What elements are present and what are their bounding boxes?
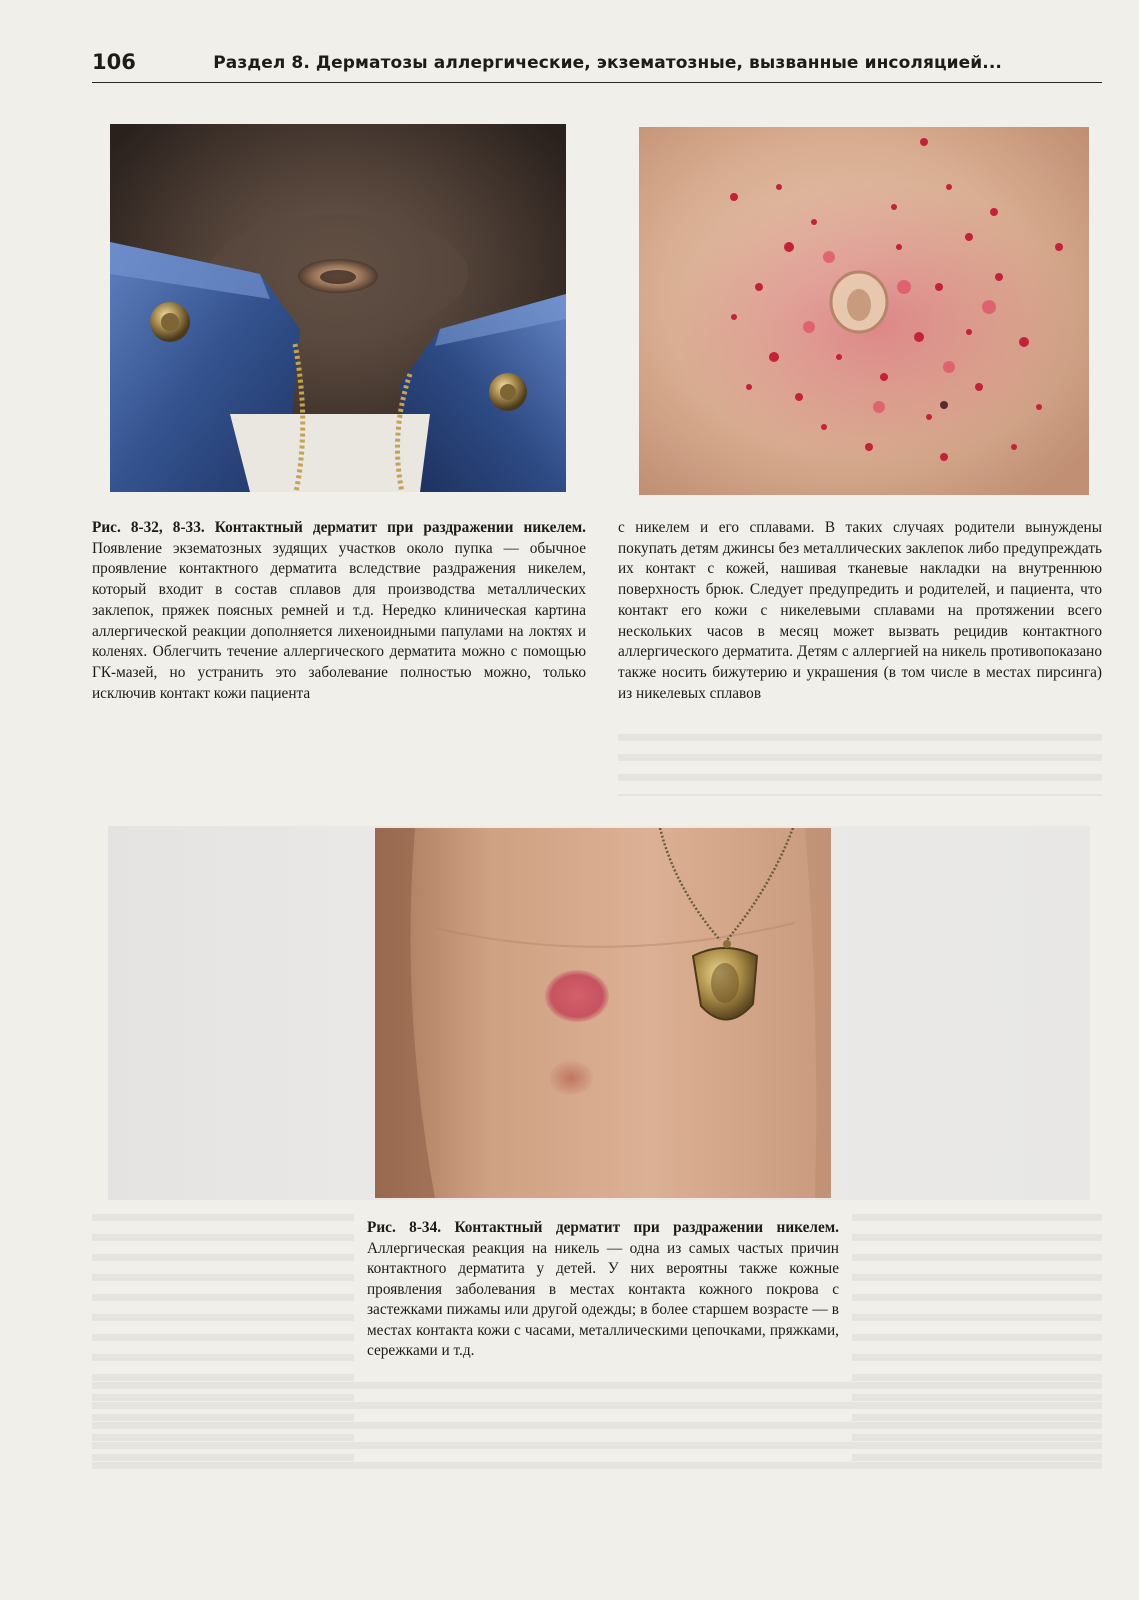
caption-continuation-8-32-33: с никелем и его сплавами. В таких случаях родители вынуждены покупать детям джинсы без металлических заклепок либо предупреждать их контакт с кожей, нашивая тканевые накладки на внутреннюю поверхность брюк. Следует предупредить и родителей, и пациента, что контакт его кожи с никелевыми сплавами на протяжении всего нескольких часов в месяц может вызвать рецидив контактного аллергического дерматита. Детям с аллергией на никель противопоказано также носить бижутерию и украшения (в том числе в местах пирсинга) из никелевых сплавов: [618, 519, 1102, 702]
running-header: [92, 48, 1102, 83]
figure-8-34-photo: [375, 828, 831, 1198]
caption-figure-8-32-33: [92, 518, 586, 704]
caption-text-8-34: Аллергическая реакция на никель — одна из самых частых причин контактного дерматита у детей. У них вероятны также кожные проявления заболевания в местах контакта кожного покрова с застежками пижамы или другой одежды; в более старшем возрасте — в местах контакта кожи с часами, металлическими цепочками, пряжками, сережками и т.д.: [367, 1239, 839, 1359]
caption-text-8-32-33: Появление экзематозных зудящих участков около пупка — обычное проявление контактного дерматита вследствие раздражения никелем, который входит в состав сплавов для производства металлических заклепок, пряжек поясных ремней и т.д. Нередко клиническая картина аллергической реакции дополняется лихеноидными папулами на локтях и коленях. Облегчить течение аллергического дерматита можно с помощью ГК-мазей, но устранить это заболевание полностью можно, только исключив контакт кожи пациента: [92, 539, 586, 702]
figure-8-33-photo: [639, 127, 1089, 495]
bleed-through-text: [618, 734, 1102, 796]
page-number: 106: [92, 50, 136, 74]
figure-8-32-photo: [110, 124, 566, 492]
caption-figure-8-34: [367, 1218, 839, 1362]
section-title: Раздел 8. Дерматозы аллергические, экзематозные, вызванные инсоляцией...: [213, 53, 1002, 73]
caption-figure-8-32-33-continued: [618, 518, 1102, 704]
caption-label-8-32-33: Рис. 8-32, 8-33. Контактный дерматит при раздражении никелем.: [92, 519, 586, 536]
caption-label-8-34: Рис. 8-34. Контактный дерматит при раздражении никелем.: [367, 1219, 839, 1236]
bleed-through-text-bottom: [92, 1382, 1102, 1472]
